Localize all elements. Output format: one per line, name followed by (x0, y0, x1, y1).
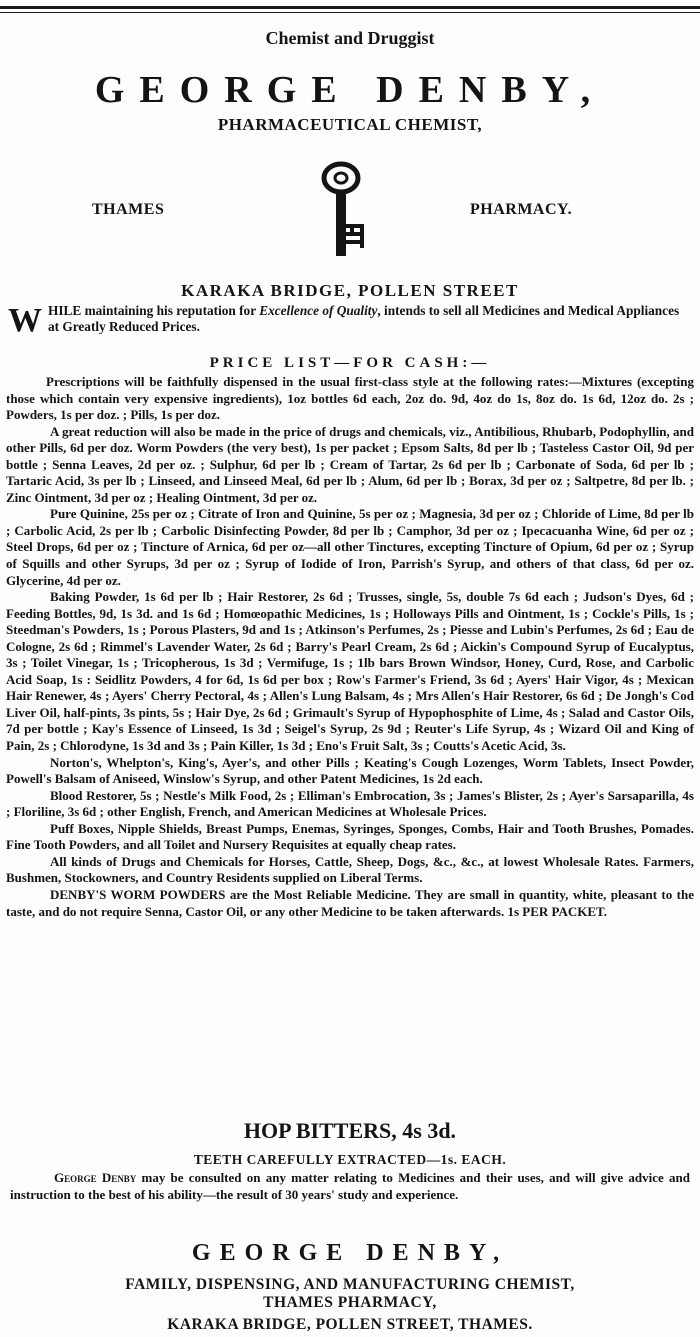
footer-name: GEORGE DENBY, (191, 1240, 509, 1266)
footer-title: FAMILY, DISPENSING, AND MANUFACTURING CHEMIST, (125, 1276, 575, 1293)
shop-address: KARAKA BRIDGE, POLLEN STREET (181, 281, 519, 300)
intro-paragraph (8, 303, 692, 337)
section-heading: Chemist and Druggist (265, 28, 435, 48)
price-list-heading: PRICE LIST—FOR CASH:— (209, 355, 491, 371)
advertiser-title: PHARMACEUTICAL CHEMIST, (217, 115, 483, 134)
paragraph-veterinary: All kinds of Drugs and Chemicals for Horses, Cattle, Sheep, Dogs, &c., &c., at lowest Wholesale Rates. Farmers, Bushmen, Stockowners, and Country Residents supplied on Liberal Terms. (6, 853, 694, 886)
footer-pharmacy: THAMES PHARMACY, (263, 1294, 437, 1311)
paragraph-quinine: Pure Quinine, 25s per oz ; Citrate of Iron and Quinine, 5s per oz ; Magnesia, 3d per oz ; Chloride of Lime, 8d per lb ; Carbolic Acid, 2s per lb ; Carbolic Disinfecting Powder, 8d per lb ; Camphor, 3d per oz ; Ipecacuanha Wine, 6d per oz ; Steel Drops, 6d per oz ; Tincture of Arnica, 6d per oz—all other Tinctures, excepting Tincture of Opium, 6d per oz ; Syrup of Squills and other Syrups, 3d per oz ; Syrup of Iodide of Iron, Parrish's Syrup, and others of that class, 6d per oz. Glycerine, 4d per oz. (6, 506, 694, 588)
paragraph-prescriptions: Prescriptions will be faithfully dispensed in the usual first-class style at the following rates:—Mixtures (excepting those which contain very expensive ingredients), 1oz bottles 6d each, 2oz do. 9d, 4oz do 1s, 8oz do. 1s 6d, 12oz do. 2s ; Powders, 1s per doz. ; Pills, 1s per doz. (6, 374, 694, 423)
paragraph-drugs: A great reduction will also be made in the price of drugs and chemicals, viz., Antibilious, Rhubarb, Podophyllin, and other Pills, 6d per doz. Worm Powders (the very best), 1s per packet ; Epsom Salts, 8d per lb ; Tasteless Castor Oil, 9d per bottle ; Senna Leaves, 2d per oz. ; Sulphur, 6d per lb ; Cream of Tartar, 2s 6d per lb ; Carbonate of Soda, 6d per lb ; Tartaric Acid, 3s per lb ; Linseed, and Linseed Meal, 6d per lb ; Alum, 6d per lb ; Borax, 3d per oz ; Saltpetre, 8d per lb. ; Zinc Ointment, 3d per oz ; Healing Ointment, 3d per oz. (6, 423, 694, 505)
intro-text-b: , intends to sell all Medicines and Medical Appliances at Greatly Reduced Prices. (48, 303, 680, 334)
hop-bitters-headline: HOP BITTERS, 4s 3d. (243, 1118, 457, 1143)
top-rule-thin (0, 12, 700, 13)
price-list-body (6, 374, 694, 920)
thames-label: THAMES (92, 201, 165, 218)
pharmacy-label: PHARMACY. (470, 201, 573, 218)
consultation-paragraph (10, 1170, 690, 1203)
intro-text-a: HILE maintaining his reputation for (48, 303, 260, 318)
teeth-extraction-line: TEETH CAREFULLY EXTRACTED—1s. EACH. (193, 1152, 507, 1167)
paragraph-blood-restorer: Blood Restorer, 5s ; Nestle's Milk Food, 2s ; Elliman's Embrocation, 3s ; James's Blister, 2s ; Ayer's Sarsaparilla, 4s ; Floriline, 3s 6d ; other English, French, and American Medicines at Wholesale Prices. (6, 787, 694, 820)
paragraph-toilet: Puff Boxes, Nipple Shields, Breast Pumps, Enemas, Syringes, Sponges, Combs, Hair and Tooth Brushes, Pomades. Fine Tooth Powders, and all Toilet and Nursery Requisites at equally cheap rates. (6, 820, 694, 853)
top-rule (0, 6, 700, 9)
paragraph-sundries: Baking Powder, 1s 6d per lb ; Hair Restorer, 2s 6d ; Trusses, single, 5s, double 7s 6d each ; Judson's Dyes, 6d ; Feeding Bottles, 9d, 1s 3d. and 1s 6d ; Homœopathic Medicines, 1s ; Holloways Pills and Ointment, 1s ; Cockle's Pills, 1s ; Steedman's Powders, 1s ; Porous Plasters, 9d and 1s ; Atkinson's Perfumes, 2s ; Piesse and Lubin's Perfumes, 2s 6d ; Eau de Cologne, 2s 6d ; Rimmel's Lavender Water, 2s 6d ; Barry's Pearl Cream, 2s 6d ; Aickin's Compound Syrup of Eucalyptus, 3s ; Toilet Vinegar, 1s ; Tricopherous, 1s 3d ; Vermifuge, 1s ; 1lb bars Brown Windsor, Honey, Curd, Rose, and Carbolic Acid Soap, 1s : Seidlitz Powders, 4 for 6d, 1s 6d per box ; Row's Farmer's Friend, 3s 6d ; Ayers' Hair Vigor, 4s ; Mexican Hair Renewer, 4s ; Ayers' Cherry Pectoral, 4s ; Allen's Lung Balsam, 4s ; Mrs Allen's Hair Restorer, 6s 6d ; De Jongh's Cod Liver Oil, half-pints, 3s pints, 5s ; Hair Dye, 2s 6d ; Grimault's Syrup of Hypophosphite of Lime, 4s ; Salad and Castor Oils, 7d per bottle ; Kay's Essence of Linseed, 1s 3d ; Seigel's Syrup, 2s 9d ; Reuter's Life Syrup, 4s ; Wizard Oil and King of Pain, 2s ; Chlorodyne, 1s 3d and 3s ; Pain Killer, 1s 3d ; Eno's Fruit Salt, 3s ; Coutts's Acetic Acid, 3s. (6, 589, 694, 754)
footer-address: KARAKA BRIDGE, POLLEN STREET, THAMES. (167, 1316, 533, 1333)
consult-text: may be consulted on any matter relating to Medicines and their uses, and will give advice and instruction to the best of his ability—the result of 30 years' study and experience. (10, 1170, 690, 1202)
paragraph-pills: Norton's, Whelpton's, King's, Ayer's, and other Pills ; Keating's Cough Lozenges, Worm Tablets, Insect Powder, Powell's Balsam of Aniseed, Winslow's Syrup, and other Patent Medicines, 1s 2d each. (6, 754, 694, 787)
advertiser-name: GEORGE DENBY, (94, 69, 606, 111)
drop-cap: W (8, 302, 42, 339)
intro-italic: Excellence of Quality (259, 303, 378, 318)
consult-name: George Denby (54, 1170, 137, 1185)
paragraph-worm-powders: DENBY'S WORM POWDERS are the Most Reliable Medicine. They are small in quantity, white, pleasant to the taste, and do not require Senna, Castor Oil, or any other Medicine to be taken afterwards. 1s PER PACKET. (6, 886, 694, 919)
key-icon (316, 160, 372, 260)
